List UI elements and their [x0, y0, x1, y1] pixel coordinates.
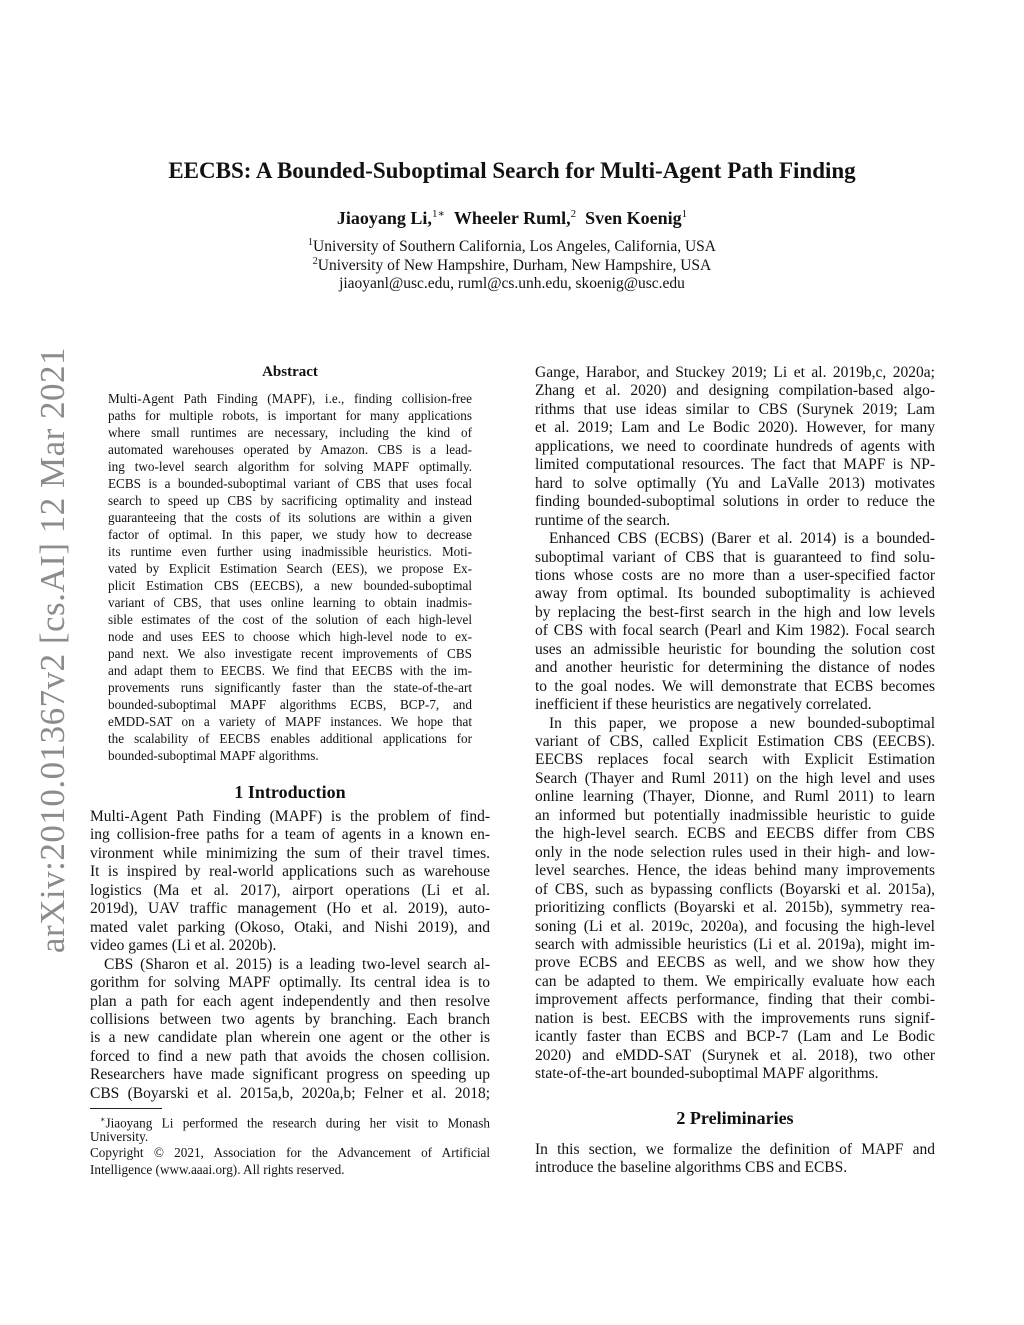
body-line: et al. 2019; Lam and Le Bodic 2020). However, for many [535, 419, 935, 437]
arxiv-stamp [28, 345, 78, 955]
abstract-line: and adapt them to EECBS. We find that EECBS with the im- [108, 663, 472, 678]
body-line: forced to find a new path that avoids the chosen collision. [90, 1047, 490, 1065]
footnote-mark: ∗ [100, 1115, 106, 1124]
abstract-line: automated warehouses operated by Amazon. CBS is a lead- [108, 442, 472, 457]
body-line: hard to solve optimally (Yu and LaValle 2013) motivates [535, 474, 935, 492]
body-line: vironment while minimizing the sum of their travel times. [90, 844, 490, 862]
abstract-line: vated by Explicit Estimation Search (EES), we propose Ex- [108, 561, 472, 576]
affiliation-text: University of New Hampshire, Durham, New Hampshire, USA [317, 257, 712, 275]
abstract-line: eMDD-SAT on a variety of MAPF instances. We hope that [108, 714, 472, 729]
body-line: It is inspired by real-world applications such as warehouse [90, 863, 490, 881]
body-line: In this paper, we propose a new bounded-suboptimal [549, 714, 935, 732]
affiliation-text: University of Southern California, Los Angeles, California, USA [313, 238, 716, 256]
body-line: suboptimal variant of CBS that is guaranteed to find solu- [535, 548, 935, 566]
author-mark: 2 [570, 208, 577, 220]
abstract-line: search to speed up CBS by sacrificing optimality and instead [108, 493, 472, 508]
body-line: state-of-the-art bounded-suboptimal MAPF algorithms. [535, 1065, 879, 1083]
section-heading-introduction: 1 Introduction [234, 782, 346, 802]
body-line: 2020) and eMDD-SAT (Surynek et al. 2018), two other [535, 1046, 935, 1064]
body-line: CBS (Boyarski et al. 2015a,b, 2020a,b; Felner et al. 2018; [90, 1084, 490, 1102]
body-line: collisions between two agents by branching. Each branch [90, 1010, 490, 1028]
abstract-line: Multi-Agent Path Finding (MAPF), i.e., finding collision-free [108, 391, 472, 406]
body-line: is a new candidate plan wherein one agent or the other is [90, 1029, 490, 1047]
abstract-line: variant of CBS, that uses online learning to obtain inadmis- [108, 595, 472, 610]
body-line: finding bounded-suboptimal solutions in order to reduce the [535, 493, 935, 511]
body-line: Search (Thayer and Ruml 2011) on the high level and uses [535, 769, 935, 787]
section-heading-preliminaries: 2 Preliminaries [676, 1108, 794, 1128]
body-line: runtime of the search. [535, 511, 671, 529]
body-line: to the goal nodes. We will demonstrate that ECBS becomes [535, 677, 935, 695]
footnote-line: Intelligence (www.aaai.org). All rights reserved. [90, 1161, 345, 1177]
body-line: improvement affects performance, finding that their combi- [535, 991, 935, 1009]
abstract-line: guaranteeing that the costs of its solutions are within a given [108, 510, 472, 525]
body-line: prioritizing conflicts (Boyarski et al. 2015b), symmetry rea- [535, 899, 935, 917]
body-line: soning (Li et al. 2019c, 2020a), and focusing the high-level [535, 917, 935, 935]
author-name: Sven Koenig [585, 208, 682, 228]
body-line: ing collision-free paths for a team of agents in a known en- [90, 826, 490, 844]
body-line: limited computational resources. The fact that MAPF is NP- [535, 456, 935, 474]
arxiv-stamp-text: arXiv:2010.01367v2 [cs.AI] 12 Mar 2021 [33, 346, 72, 954]
abstract-line: its runtime even further using inadmissible heuristics. Moti- [108, 544, 472, 559]
body-line: gorithm for solving MAPF optimally. Its central idea is to [90, 974, 490, 992]
abstract-line: the scalability of EECBS enables additional applications for [108, 731, 472, 746]
abstract-line: where small runtimes are necessary, including the kind of [108, 425, 472, 440]
body-line: rithms that use ideas similar to CBS (Surynek 2019; Lam [535, 400, 935, 418]
affiliation [0, 237, 1024, 256]
footnote-rule [90, 1108, 162, 1109]
body-line: can be adapted to them. We empirically evaluate how each [535, 972, 935, 990]
body-line: search with admissible heuristics (Li et al. 2019a), might im- [535, 935, 935, 953]
body-line: Researchers have made significant progress on speeding up [90, 1066, 490, 1084]
body-line: icantly faster than ECBS and BCP-7 (Lam and Le Bodic [535, 1028, 935, 1046]
body-line: Multi-Agent Path Finding (MAPF) is the problem of find- [90, 808, 490, 825]
abstract-line: provements runs significantly faster than the state-of-the-art [108, 680, 472, 695]
body-line: 2019d), UAV traffic management (Ho et al. 2019), auto- [90, 900, 490, 918]
body-line: away from optimal. Its bounded suboptimality is achieved [535, 585, 935, 603]
body-line: by replacing the best-first search in the high and low levels [535, 603, 935, 621]
body-line: level searches. Hence, the ideas behind many improvements [535, 862, 935, 880]
affiliation-mark: 1 [308, 237, 314, 248]
body-line: Zhang et al. 2020) and designing compilation-based algo- [535, 382, 935, 400]
body-line: prove ECBS and EECBS as well, and we show how they [535, 954, 935, 972]
body-line: In this section, we formalize the definition of MAPF and [535, 1141, 935, 1158]
body-line: inefficient if these heuristics are negatively correlated. [535, 696, 872, 714]
body-line: mated valet parking (Okoso, Otaki, and Nishi 2019), and [90, 918, 490, 936]
body-line: uses an admissible heuristic for bounding the solution cost [535, 640, 935, 658]
abstract-line: node and uses EES to choose which high-level node to ex- [108, 629, 472, 644]
author-mark: 1∗ [431, 208, 445, 220]
body-line: video games (Li et al. 2020b). [90, 937, 277, 955]
author-name: Jiaoyang Li, [336, 208, 432, 228]
body-line: of CBS with focal search (Pearl and Kim 1982). Focal search [535, 622, 935, 640]
affiliation [0, 256, 1024, 275]
body-line: Enhanced CBS (ECBS) (Barer et al. 2014) is a bounded- [549, 530, 935, 548]
body-line: only in the node selection rules used in their high- and low- [535, 843, 935, 861]
body-line: EECBS replaces focal search with Explicit Estimation [535, 751, 935, 769]
author-list [0, 207, 1024, 229]
body-line: plan a path for each agent independently and then resolve [90, 992, 490, 1010]
footnote-line: Copyright © 2021, Association for the Advancement of Artificial [90, 1145, 490, 1160]
author-name: Wheeler Ruml, [453, 208, 571, 228]
body-line: tions whose costs are no more than a user-specified factor [535, 566, 935, 584]
body-line: CBS (Sharon et al. 2015) is a leading two-level search al- [104, 955, 490, 973]
abstract-heading: Abstract [262, 364, 318, 380]
abstract-line: sible estimates of the cost of the solution of each high-level [108, 612, 472, 627]
body-line: introduce the baseline algorithms CBS and ECBS. [535, 1159, 848, 1177]
abstract-line: ECBS is a bounded-suboptimal variant of CBS that uses focal [108, 476, 472, 491]
body-line: an informed but potentially inadmissible heuristic to guide [535, 806, 935, 824]
footnote-line: University. [90, 1128, 149, 1144]
body-line: nation is best. EECBS with the improvements runs signif- [535, 1009, 935, 1027]
body-line: online learning (Thayer, Dionne, and Ruml 2011) to learn [535, 788, 935, 806]
body-line: variant of CBS, called Explicit Estimation CBS (EECBS). [535, 733, 935, 750]
paper-title: EECBS: A Bounded-Suboptimal Search for Multi-Agent Path Finding [168, 158, 856, 183]
body-line: of CBS, such as bypassing conflicts (Boyarski et al. 2015a), [535, 880, 935, 898]
body-line: applications, we need to coordinate hundreds of agents with [535, 437, 935, 455]
abstract-line: plicit Estimation CBS (EECBS), a new bounded-suboptimal [108, 578, 472, 593]
abstract-line: ing two-level search algorithm for solving MAPF optimally. [108, 459, 472, 474]
footnote-text: Jiaoyang Li performed the research during her visit to Monash [105, 1115, 490, 1131]
abstract-line: bounded-suboptimal MAPF algorithms. [108, 748, 319, 763]
abstract-line: bounded-suboptimal MAPF algorithms ECBS, BCP-7, and [108, 697, 472, 712]
abstract-line: factor of optimal. In this paper, we study how to decrease [108, 527, 472, 542]
body-line: logistics (Ma et al. 2017), airport operations (Li et al. [90, 881, 490, 899]
body-line: the high-level search. ECBS and EECBS differ from CBS [535, 825, 935, 843]
affiliation-mark: 2 [312, 256, 318, 267]
body-line: Gange, Harabor, and Stuckey 2019; Li et al. 2019b,c, 2020a; [535, 364, 935, 381]
abstract-line: paths for multiple robots, is important for many applications [108, 408, 472, 423]
abstract-line: pand next. We also investigate recent improvements of CBS [108, 646, 472, 661]
author-mark: 1 [681, 208, 688, 220]
author-emails: jiaoyanl@usc.edu, ruml@cs.unh.edu, skoenig@usc.edu [339, 275, 685, 292]
body-line: and another heuristic for determining the distance of nodes [535, 659, 935, 677]
